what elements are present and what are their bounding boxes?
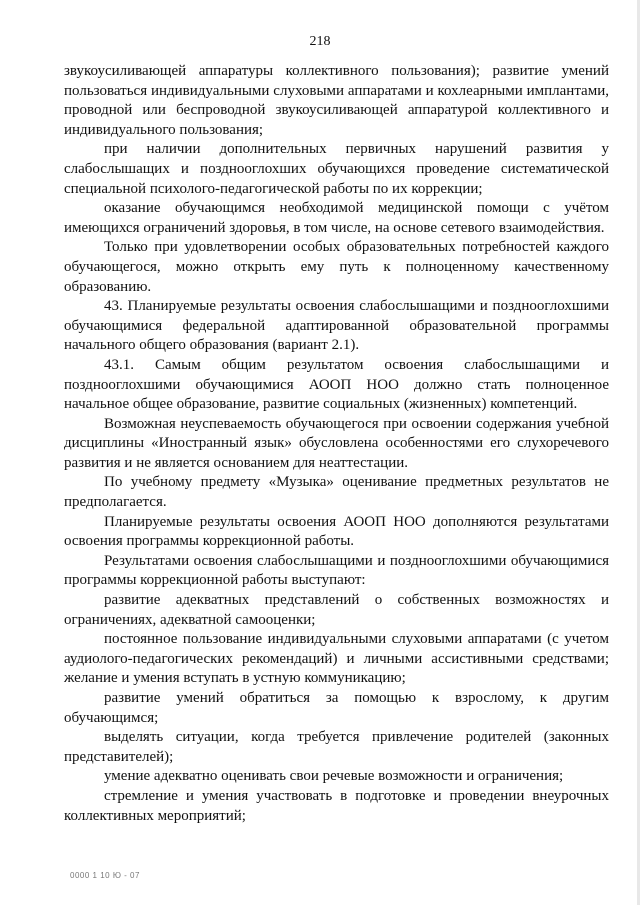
- footer-code: 0000 1 10 Ю - 07: [70, 871, 140, 880]
- paragraph-additional-disorders: при наличии дополнительных первичных нарушений развития у слабослышащих и позднооглохших обучающихся проведение систематической специальной психолого-педагогической работы по их коррекции;: [64, 141, 609, 197]
- list-item-self-esteem: развитие адекватных представлений о собственных возможностях и ограничениях, адекватной самооценки;: [64, 592, 609, 628]
- paragraph-planned-results: Планируемые результаты освоения АООП НОО дополняются результатами освоения программы коррекционной работы.: [64, 513, 609, 550]
- paragraph-correction-results: Результатами освоения слабослышащими и позднооглохшими обучающимися программы коррекционной работы выступают:: [64, 552, 609, 589]
- section-43-1: 43.1. Самым общим результатом освоения слабослышащими и позднооглохшими обучающимися АООП НОО должно стать полноценное начальное общее образование, развитие социальных (жизненных) компетенций.: [64, 356, 609, 413]
- list-item-ask-help: развитие умений обратиться за помощью к взрослому, к другим обучающимся;: [64, 690, 609, 726]
- paragraph-medical-help: оказание обучающимся необходимой медицинской помощи с учётом имеющихся ограничений здоровья, в том числе, на основе сетевого взаимодействия.: [64, 200, 609, 236]
- document-body: [64, 62, 609, 826]
- section-43-heading: 43. Планируемые результаты освоения слабослышащими и позднооглохшими обучающимися федеральной адаптированной образовательной программы начального общего образования (вариант 2.1).: [64, 298, 609, 354]
- list-item-hearing-aids: постоянное пользование индивидуальными слуховыми аппаратами (с учетом аудиолого-педагогических рекомендаций) и личными ассистивными средствами; желание и умения вступать в устную коммуникацию;: [64, 631, 609, 687]
- paragraph-music: По учебному предмету «Музыка» оценивание предметных результатов не предполагается.: [64, 474, 609, 511]
- paragraph-continuation: звукоусиливающей аппаратуры коллективного пользования); развитие умений пользоваться индивидуальными слуховыми аппаратами и кохлеарными имплантами, проводной или беспроводной звукоусиливающей аппаратурой коллективного и индивидуального пользования;: [64, 63, 609, 138]
- list-item-speech-assessment: умение адекватно оценивать свои речевые возможности и ограничения;: [104, 768, 564, 785]
- page-number: 218: [309, 34, 331, 49]
- list-item-extracurricular: стремление и умения участвовать в подготовке и проведении внеурочных коллективных мероприятий;: [64, 787, 609, 824]
- paragraph-special-needs: Только при удовлетворении особых образовательных потребностей каждого обучающегося, можно открыть ему путь к полноценному качественному образованию.: [64, 239, 609, 295]
- list-item-parents: выделять ситуации, когда требуется привлечение родителей (законных представителей);: [64, 729, 609, 765]
- paragraph-foreign-language: Возможная неуспеваемость обучающегося при освоении содержания учебной дисциплины «Иностранный язык» обусловлена особенностями его слухоречевого развития и не является основанием для неаттестации.: [64, 415, 609, 471]
